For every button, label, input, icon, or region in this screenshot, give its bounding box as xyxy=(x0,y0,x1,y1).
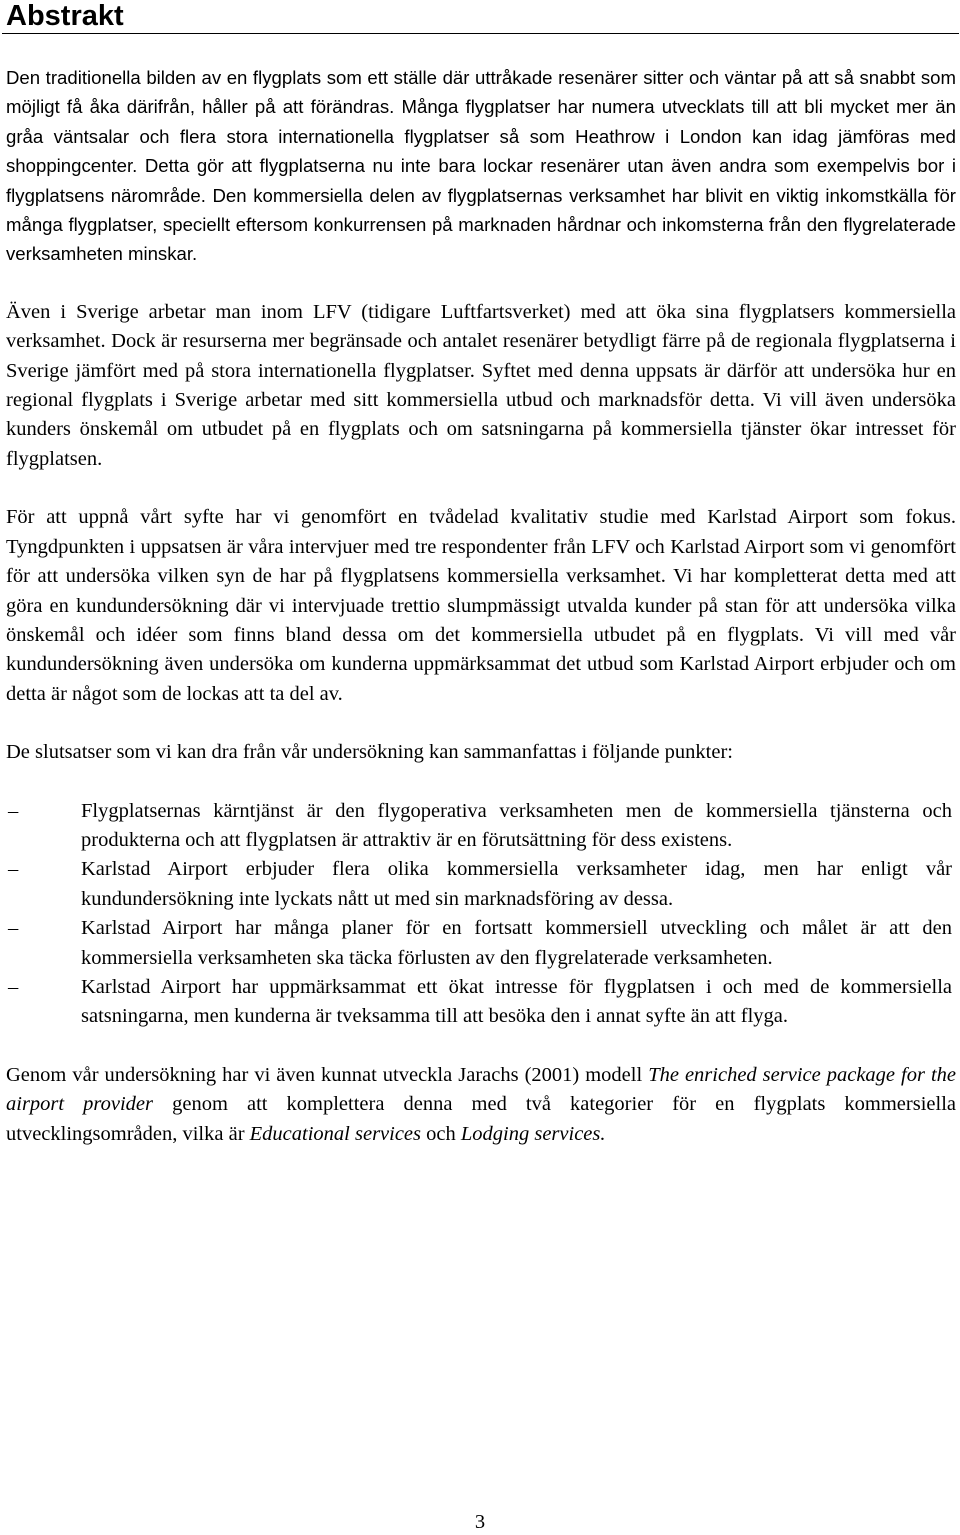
paragraph-final xyxy=(6,1061,956,1149)
dash-bullet-icon: – xyxy=(8,917,19,940)
list-item-text: Flygplatsernas kärntjänst är den flygoperativa verksamheten men de kommersiella tjänsterna och produkterna och att flygplatsen är attraktiv är en förutsättning för dess existens. xyxy=(81,799,952,851)
category-educational: Educational services xyxy=(249,1122,422,1145)
category-lodging: Lodging services. xyxy=(460,1122,606,1145)
conclusion-list xyxy=(6,797,956,1032)
model-title: The enriched service package for the airport provider xyxy=(6,1063,957,1116)
heading-underline xyxy=(2,33,959,34)
abstract-body xyxy=(6,63,956,1178)
list-item-text: Karlstad Airport har uppmärksammat ett ökat intresse för flygplatsen i och med de kommersiella satsningarna, men kunderna är tveksamma till att besöka den i annat syfte än att flyga. xyxy=(81,975,952,1028)
paragraph-1: Den traditionella bilden av en flygplats som ett ställe där uttråkade resenärer sitter och väntar på att så snabbt som möjligt få åka därifrån, håller på att förändras. Många flygplatser har numera utvecklats till att bli mycket mer än gråa väntsalar och flera stora internationella flygplatser så som Heathrow i London kan idag jämföras med shoppingcenter. Detta gör att flygplatserna nu inte bara lockar resenärer utan även andra som exempelvis bor i flygplatsens närområde. Den kommersiella delen av flygplatsernas verksamhet har blivit en viktig inkomstkälla för många flygplatser, speciellt eftersom konkurrensen på marknaden hårdnar och inkomsterna från den flygrelaterade verksamheten minskar. xyxy=(6,67,956,265)
page-number: 3 xyxy=(474,1511,486,1533)
paragraph-2: Även i Sverige arbetar man inom LFV (tidigare Luftfartsverket) med att öka sina flygplatsers kommersiella verksamhet. Dock är resurserna mer begränsade och antalet resenärer betydligt färre på de regionala flygplatserna i Sverige jämfört med på stora internationella flygplatser. Syftet med denna uppsats är därför att undersöka hur en regional flygplats i Sverige arbetar med sitt kommersiella utbud och marknadsför detta. Vi vill även undersöka kunders önskemål om utbudet på en flygplats och om satsningarna på kommersiella tjänster ökar intresset för flygplatsen. xyxy=(6,300,956,470)
list-item xyxy=(6,797,956,856)
dash-bullet-icon: – xyxy=(8,799,19,822)
list-item xyxy=(6,914,956,973)
paragraph-3: För att uppnå vårt syfte har vi genomfört en tvådelad kvalitativ studie med Karlstad Airport som fokus. Tyngdpunkten i uppsatsen är våra intervjuer med tre respondenter från LFV och Karlstad Airport som vi genomfört för att undersöka vilken syn de har på flygplatsens kommersiella verksamhet. Vi har kompletterat detta med att göra en kundundersökning där vi intervjuade trettio slumpmässigt utvalda kunder på stan för att undersöka vilka önskemål och idéer som finns bland dessa om det kommersiella utbudet på en flygplats. Vi vill med vår kundundersökning även undersöka om kunderna uppmärksammat det utbud som Karlstad Airport erbjuder och om detta är något som de lockas att ta del av. xyxy=(6,506,956,705)
list-item xyxy=(6,973,956,1032)
final-text-1: Genom vår undersökning har vi även kunnat utveckla Jarachs (2001) modell xyxy=(6,1063,649,1086)
list-item-text: Karlstad Airport erbjuder flera olika kommersiella verksamheter idag, men har enligt vår kundundersökning inte lyckats nått ut med sin marknadsföring av dessa. xyxy=(81,858,952,910)
list-item xyxy=(6,855,956,914)
final-text-3: och xyxy=(421,1122,461,1145)
dash-bullet-icon: – xyxy=(8,858,19,881)
section-heading: Abstrakt xyxy=(6,0,124,32)
final-text-2: genom att komplettera denna med två kategorier för en flygplats kommersiella utvecklingsområden, vilka är xyxy=(6,1093,956,1145)
paragraph-4: De slutsatser som vi kan dra från vår undersökning kan sammanfattas i följande punkter: xyxy=(6,741,733,764)
dash-bullet-icon: – xyxy=(8,975,19,998)
list-item-text: Karlstad Airport har många planer för en fortsatt kommersiell utveckling och målet är att den kommersiella verksamheten ska täcka förlusten av den flygrelaterade verksamheten. xyxy=(81,917,952,969)
